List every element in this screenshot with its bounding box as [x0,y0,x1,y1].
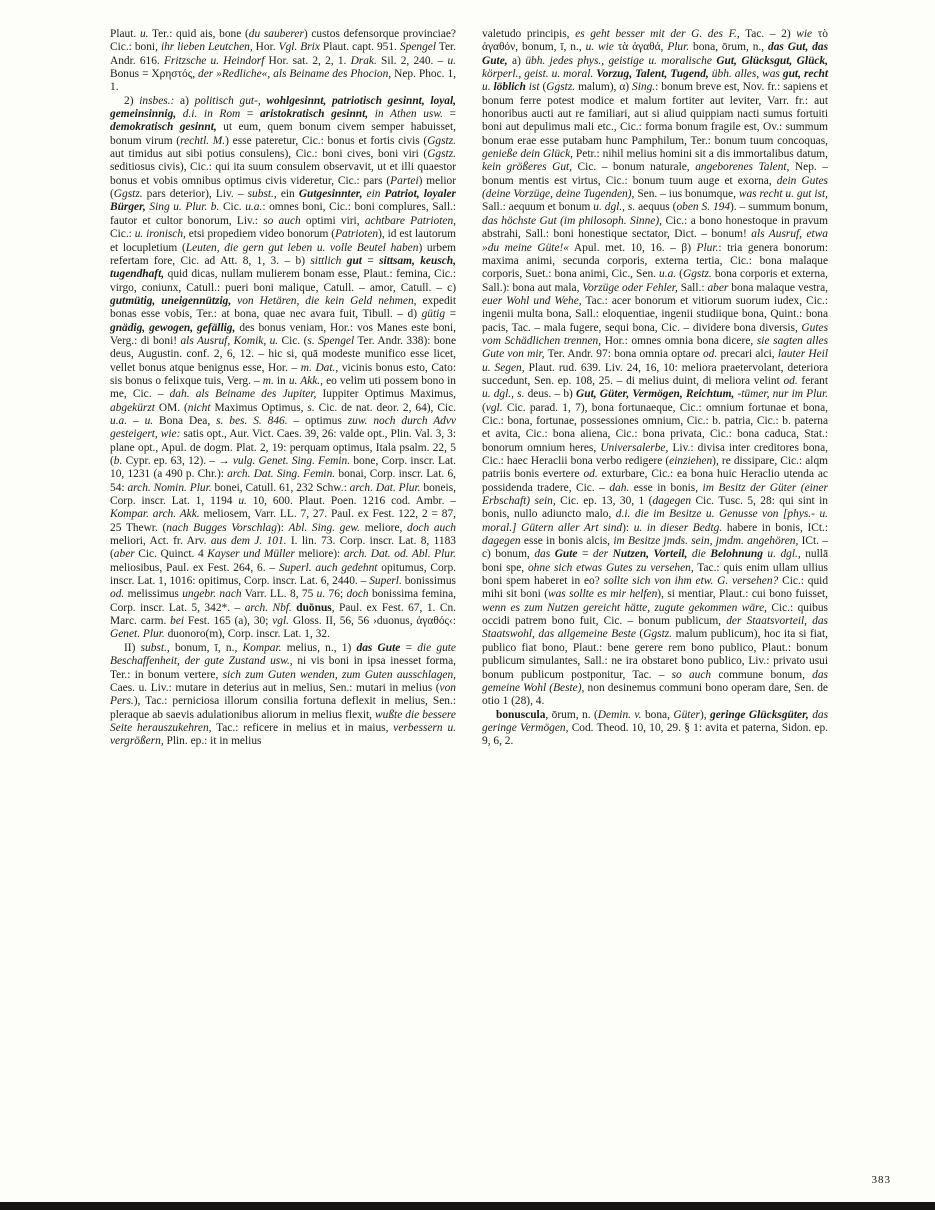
dictionary-paragraph: 2) insbes.: a) politisch gut-, wohlgesinnt, patriotisch gesinnt, loyal, gemeinsinnig, d.i. in Rom = aristokratisch gesinnt, in Athen usw. = demokratisch gesinnt, ut eum, quem bonum civem semper habuisset, bonum virum (rechtl. M.) esse pateretur, Cic.: bonus et fortis civis (Ggstz. aut timidus aut sibi potius consulens), Cic.: boni cives, boni viri (Ggstz. seditiosus civis), Cic.: qui ita suum consulem observavit, ut et illi quaestor bonus et vobis omnibus optimus civis videretur, Cic.: pars (Partei) melior (Ggstz. pars deterior), Liv. – subst., ein Gutgesinnter, ein Patriot, loyaler Bürger, Sing u. Plur. b. Cic. u.a.: omnes boni, Cic.: boni complures, Sall.: fautor et cultor bonorum, Liv.: so auch optimi viri, achtbare Patrioten, Cic.: u. ironisch, etsi propediem video bonorum (Patrioten), id est lautorum et locupletium (Leuten, die gern gut leben u. volle Beutel haben) urbem refertam fore, Cic. ad Att. 8, 1, 3. – b) sittlich gut = sittsam, keusch, tugendhaft, quid dicas, nullam mulierem bonam esse, Plaut.: femina, Cic.: virgo, coniunx, Catull.: pueri boni malique, Catull. – amor, Catull. – c) gutmütig, uneigennützig, von Hetären, die kein Geld nehmen, expedit bonas esse vobis, Ter.: at bona, quae nec avara fuit, Tibull. – d) gütig = gnädig, gewogen, gefällig, des bonus veniam, Hor.: vos Manes este boni, Verg.: di boni! als Ausruf, Komik, u. Cic. (s. Spengel Ter. Andr. 338): bone deus, Augustin. conf. 2, 6, 12. – hic si, quā modeste munifico esse licet, vellet bonus atque benignus esse, Hor. – m. Dat., vicinis bonus esto, Cato: sis bonus o felixque tuis, Verg. – m. in u. Akk., eo velim uti possem bono in me, Cic. – dah. als Beiname des Jupiter, Iuppiter Optimus Maximus, abgekürzt OM. (nicht Maximus Optimus, s. Cic. de nat. deor. 2, 64), Cic. u.a. – u. Bona Dea, s. bes. S. 846. – optimus zuw. noch durch Advv gesteigert, wie: satis opt., Aur. Vict. Caes. 39, 26: valde opt., Plin. Val. 3, 3: plane opt., Apul. de dogm. Plat. 2, 19: perquam optimus, Itala psalm. 22, 5 (b. Cypr. ep. 63, 12). – → vulg. Genet. Sing. Femin. bone, Corp. inscr. Lat. 10, 1231 (a 490 p. Chr.): arch. Dat. Sing. Femin. bonai, Corp. inscr. Lat. 6, 54: arch. Nomin. Plur. bonei, Catull. 61, 232 Schw.: arch. Dat. Plur. boneis, Corp. inscr. Lat. 1, 1194 u. 10, 600. Plaut. Poen. 1216 cod. Ambr. – Kompar. arch. Akk. meliosem, Varr. LL. 7, 27. Paul. ex Fest. 122, 2 = 87, 25 Thewr. (nach Bugges Vorschlag): Abl. Sing. gew. meliore, doch auch meliori, Act. fr. Arv. aus dem J. 101. I. lin. 73. Corp. inscr. Lat. 8, 1183 (aber Cic. Quinct. 4 Kayser und Müller meliore): arch. Dat. od. Abl. Plur. meliosibus, Paul. ex Fest. 264, 6. – Superl. auch gedehnt opitumus, Corp. inscr. Lat. 1, 1016: opitimus, Corp. inscr. Lat. 6, 2440. – Superl. bonissimus od. melissimus ungebr. nach Varr. LL. 8, 75 u. 76; doch bonissima femina, Corp. inscr. Lat. 5, 342*. – arch. Nbf. duōnus, Paul. ex Fest. 67, 1. Cn. Marc. carm. bei Fest. 165 (a), 30; vgl. Gloss. II, 56, 56 ›duonus, ἀγαθός‹: Genet. Plur. duonoro(m), Corp. inscr. Lat. 1, 32. [110,94,457,641]
text-column-left [110,28,456,749]
dictionary-paragraph: valetudo principis, es geht besser mit der G. des F., Tac. – 2) wie τὸ ἀγαθόν, bonum, ī, n., u. wie τὰ ἀγαθά, Plur. bona, ōrum, n., das Gut, das Gute, a) übh. jedes phys., geistige u. moralische Gut, Glücksgut, Glück, körperl., geist. u. moral. Vorzug, Talent, Tugend, übh. alles, was gut, recht u. löblich ist (Ggstz. malum), α) Sing.: bonum breve est, Nov. fr.: sapiens et bonum ferre potest modice et malum fortiter aut leviter, Varr. fr.: aut honoribus aucti aut re familiari, aut si aliud quippiam nacti sumus fortuiti boni aut depulimus mali etc., Cic.: forma bonum fragile est, Ov.: summum bonum erae esse putabam hunc Pamphilum, Ter.: bonum tuum concoquas, genieße dein Glück, Petr.: nihil melius homini sit a dis immortalibus datum, kein größeres Gut, Cic. – bonum naturale, angeborenes Talent, Nep. – bonum mentis est virtus, Cic.: bonum tuum auge et exorna, dein Gutes (deine Vorzüge, deine Tugenden), Sen. – ius bonumque, was recht u. gut ist, Sall.: aequum et bonum u. dgl., s. aequus (oben S. 194). – summum bonum, das höchste Gut (im philosoph. Sinne), Cic.: a bono honestoque in pravum abstrahi, Sall.: boni honestique sectator, Dict. – bonum! als Ausruf, etwa »du meine Güte!« Apul. met. 10, 16. – β) Plur.: tria genera bonorum: maxima animi, secunda corporis, externa tertia, Cic.: bona malaque corporis, Suet.: bona animi, Cic., Sen. u.a. (Ggstz. bona corporis et externa, Sall.): bona aut mala, Vorzüge oder Fehler, Sall.: aber bona malaque vestra, euer Wohl und Wehe, Tac.: acer bonorum et vitiorum suorum iudex, Cic.: ingenii multa bona, Sall.: eloquentiae, ingenii studiique bona, Quint.: bona pacis, Tac. – mala fugere, sequi bona, Cic. – dividere bona diversis, Gutes vom Schädlichen trennen, Hor.: omnes omnia bona dicere, sie sagten alles Gute von mir, Ter. Andr. 97: bona omnia optare od. precari alci, lauter Heil u. Segen, Plaut. rud. 639. Liv. 24, 16, 10: meliora praetervolant, deteriora succedunt, Sen. ep. 108, 25. – di melius duint, di meliora velint od. ferant u. dgl., s. deus. – b) Gut, Güter, Vermögen, Reichtum, -tümer, nur im Plur. (vgl. Cic. parad. 1, 7), bona fortunaeque, Cic.: omnium fortunae et bona, Cic.: bona, fortunae, possessiones omnium, Cic.: b. patria, Cic.: b. paterna et avita, Cic.: bona aliena, Cic.: bona privata, Cic.: bona caduca, Stat.: bonorum omnium heres, Universalerbe, Liv.: divisa inter creditores bona, Cic.: haec Heraclii bona verbo redigere (einziehen), re dissipare, Cic.: alqm patriis bonis evertere od. exturbare, Cic.: ea bona huic Heraclio utenda ac possidenda tradere, Cic. – dah. esse in bonis, im Besitz der Güter (einer Erbschaft) sein, Cic. ep. 13, 30, 1 (dagegen Cic. Tusc. 5, 28: qui sint in bonis, nullo adiuncto malo, d.i. die im Besitze u. Genusse von [phys.- u. moral.] Gütern aller Art sind): u. in dieser Bedtg. habere in bonis, ICt.: dagegen esse in bonis alcis, im Besitze jmds. sein, jmdm. angehören, ICt. – c) bonum, das Gute = der Nutzen, Vorteil, die Belohnung u. dgl., nullā boni spe, ohne sich etwas Gutes zu versehen, Tac.: quis enim ullam ullius boni spem haberet in eo? sollte sich von ihm etw. G. versehen? Cic.: quid mihi sit boni (was sollte es mir helfen), si mentiar, Plaut.: cui bono fuisset, wenn es zum Nutzen gereicht hätte, zugute gekommen wäre, Cic.: quibus occidi patrem bono fuit, Cic. – bonum publicum, der Staatsvorteil, das Staatswohl, das allgemeine Beste (Ggstz. malum publicum), hoc ita si fiat, publico fiat bono, Plaut.: bene gerere rem bono publico, Plaut.: bonum publicum simulantes, Sall.: ne ira obstaret bono publico, Liv.: privato usui bonum publicum postponitur, Tac. – so auch commune bonum, das gemeine Wohl (Beste), non desinemus communi bono operam dare, Sen. de otio 1 (28), 4. [482,28,829,708]
dictionary-paragraph: II) subst., bonum, ī, n., Kompar. melius, n., 1) das Gute = die gute Beschaffenheit, der gute Zustand usw., ni vis boni in ipsa inesset forma, Ter.: in bonum vertere, sich zum Guten wenden, zum Guten ausschlagen, Caes. u. Liv.: mutare in deterius aut in melius, Sen.: mutari in melius (von Pers.), Tac.: perniciosa illorum consilia fortuna deflexit in melius, Sen.: pleraque ab saevis adulationibus aliorum in melius flexit, wußte die bessere Seite herauszukehren, Tac.: reficere in melius et in maius, verbessern u. vergrößern, Plin. ep.: it in melius [110,641,457,748]
text-column-right [482,28,828,749]
scan-edge-bar [0,1202,935,1210]
page-number: 383 [871,1174,891,1186]
text-columns [110,28,828,749]
dictionary-paragraph: bonuscula, ōrum, n. (Demin. v. bona, Güter), geringe Glücksgüter, das geringe Vermögen, Cod. Theod. 10, 10, 29. § 1: avita et paterna, Sidon. ep. 9, 6, 2. [482,708,829,748]
dictionary-paragraph: Plaut. u. Ter.: quid ais, bone (du sauberer) custos defensorque provinciae? Cic.: boni, ihr lieben Leutchen, Hor. Vgl. Brix Plaut. capt. 951. Spengel Ter. Andr. 616. Fritzsche u. Heindorf Hor. sat. 2, 2, 1. Drak. Sil. 2, 240. – u. Bonus = Χρηστός, der »Redliche«, als Beiname des Phocion, Nep. Phoc. 1, 1. [110,28,457,94]
